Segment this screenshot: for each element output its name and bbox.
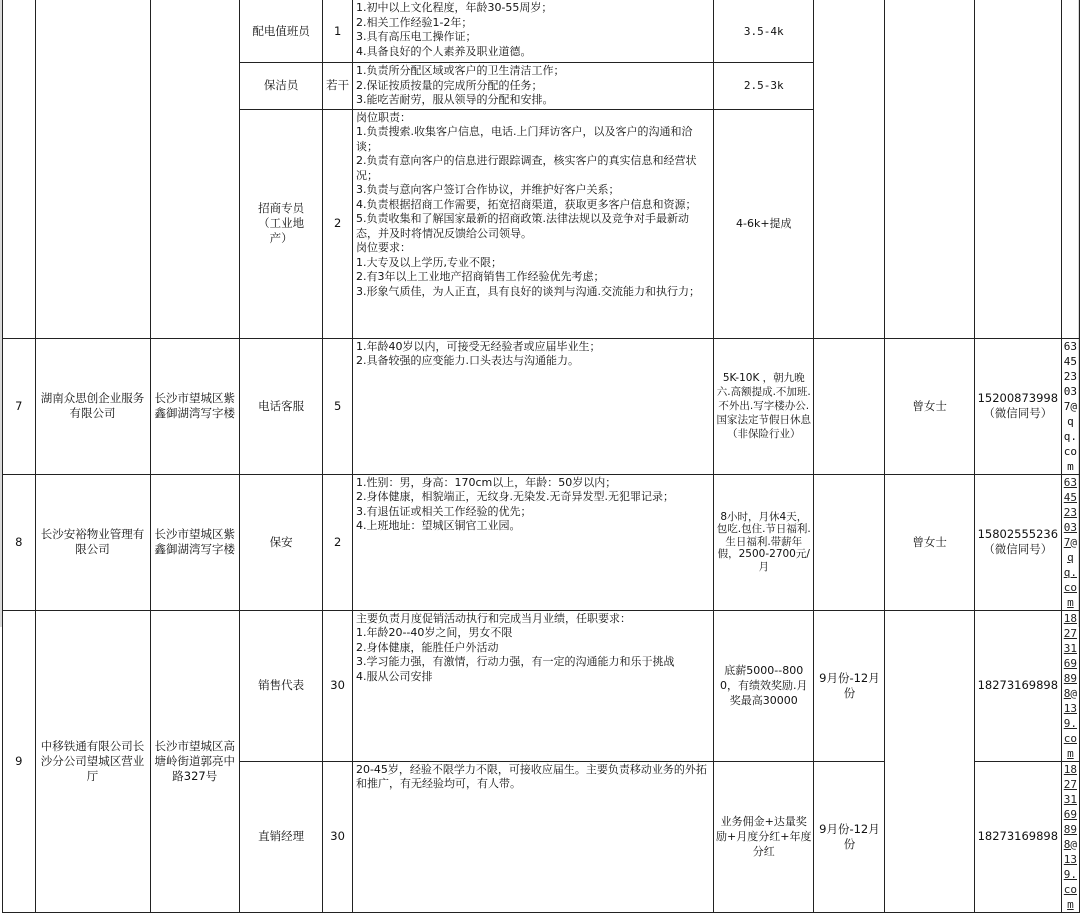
position-title: 保安 — [239, 474, 322, 610]
row-number: 9 — [3, 610, 36, 912]
work-address: 长沙市望城区高塘岭街道郭亮中路327号 — [150, 610, 239, 912]
job-listing-table — [2, 0, 1080, 913]
headcount: 2 — [323, 474, 353, 610]
recruitment-period — [814, 474, 885, 610]
salary: 2.5-3k — [714, 63, 814, 110]
email-address[interactable] — [1061, 474, 1079, 610]
table-row — [3, 338, 1080, 474]
email-address[interactable] — [1061, 610, 1079, 761]
headcount: 1 — [323, 0, 353, 63]
position-title: 电话客服 — [239, 338, 322, 474]
email-text: 634523037@qq.com — [1063, 339, 1077, 473]
table-row — [3, 0, 1080, 63]
recruitment-period: 9月份-12月份 — [814, 761, 885, 912]
position-title: 招商专员（工业地产） — [239, 109, 322, 338]
email-link[interactable]: 634523037@qq.com — [1063, 475, 1077, 609]
email-address — [1061, 338, 1079, 474]
recruitment-period: 9月份-12月份 — [814, 610, 885, 761]
phone-number: 18273169898 — [974, 610, 1061, 761]
company-name — [35, 0, 150, 338]
salary: 8小时，月休4天，包吃.包住.节日福利.生日福利.带薪年假，2500-2700元/月 — [714, 474, 814, 610]
job-requirements: 1.年龄40岁以内，可接受无经验者或应届毕业生； 2.具备较强的应变能力.口头表达与沟通能力。 — [352, 338, 713, 474]
phone-number — [974, 0, 1061, 338]
salary: 4-6k+提成 — [714, 109, 814, 338]
email-link[interactable]: 18273169898@139.com — [1063, 611, 1077, 760]
company-name: 湖南众思创企业服务有限公司 — [35, 338, 150, 474]
company-name: 长沙安裕物业管理有限公司 — [35, 474, 150, 610]
salary: 底薪5000--8000，有绩效奖励.月奖最高30000 — [714, 610, 814, 761]
headcount: 2 — [323, 109, 353, 338]
table-row — [3, 610, 1080, 761]
job-requirements: 20-45岁，经验不限学力不限，可接收应届生。主要负责移动业务的外拓和推广，有无经验均可，有人带。 — [352, 761, 713, 912]
phone-number: 18273169898 — [974, 761, 1061, 912]
headcount: 30 — [323, 761, 353, 912]
job-requirements: 1.初中以上文化程度，年龄30-55周岁； 2.相关工作经验1-2年； 3.具有高压电工操作证； 4.具备良好的个人素养及职业道德。 — [352, 0, 713, 63]
row-number: 7 — [3, 338, 36, 474]
row-number: 8 — [3, 474, 36, 610]
headcount: 若干 — [323, 63, 353, 110]
position-title: 销售代表 — [239, 610, 322, 761]
salary: 3.5-4k — [714, 0, 814, 63]
contact-person — [885, 0, 974, 338]
phone-number: 15802555236（微信同号） — [974, 474, 1061, 610]
position-title: 保洁员 — [239, 63, 322, 110]
contact-person — [885, 610, 974, 912]
headcount: 30 — [323, 610, 353, 761]
job-requirements: 1.负责所分配区域或客户的卫生清洁工作； 2.保证按质按量的完成所分配的任务； 3.能吃苦耐劳，服从领导的分配和安排。 — [352, 63, 713, 110]
job-requirements: 1.性别：男，身高：170cm以上，年龄：50岁以内； 2.身体健康，相貌端正，无纹身.无染发.无奇异发型.无犯罪记录； 3.有退伍证或相关工作经验的优先； 4.上班地址：望城区铜官工业园。 — [352, 474, 713, 610]
work-address: 长沙市望城区紫鑫御湖湾写字楼 — [150, 338, 239, 474]
job-requirements: 岗位职责： 1.负责搜索.收集客户信息，电话.上门拜访客户，以及客户的沟通和洽谈； 2.负责有意向客户的信息进行跟踪调查，核实客户的真实信息和经营状况； 3.负责与意向客户签订合作协议，并维护好客户关系； 4.负责根据招商工作需要，拓宽招商渠道，获取更多客户信息和资源； 5.负责收集和了解国家最新的招商政策.法律法规以及竞争对手最新动态，并及时将情况反馈给公司领导。 岗位要求： 1.大专及以上学历,专业不限； 2.有3年以上工业地产招商销售工作经验优先考虑； 3.形象气质佳，为人正直，具有良好的谈判与沟通.交流能力和执行力； — [352, 109, 713, 338]
phone-number: 15200873998（微信同号） — [974, 338, 1061, 474]
email-address[interactable] — [1061, 761, 1079, 912]
recruitment-period — [814, 0, 885, 338]
position-title: 配电值班员 — [239, 0, 322, 63]
headcount: 5 — [323, 338, 353, 474]
contact-person: 曾女士 — [885, 338, 974, 474]
table-row — [3, 474, 1080, 610]
company-name: 中移铁通有限公司长沙分公司望城区营业厅 — [35, 610, 150, 912]
email-link[interactable]: 18273169898@139.com — [1063, 762, 1077, 911]
salary: 业务佣金+达量奖励+月度分红+年度分红 — [714, 761, 814, 912]
row-number — [3, 0, 36, 338]
salary: 5K-10K ，朝九晚六.高额提成.不加班.不外出.写字楼办公.国家法定节假日休息（非保险行业） — [714, 338, 814, 474]
position-title: 直销经理 — [239, 761, 322, 912]
contact-person: 曾女士 — [885, 474, 974, 610]
work-address — [150, 0, 239, 338]
work-address: 长沙市望城区紫鑫御湖湾写字楼 — [150, 474, 239, 610]
job-requirements: 主要负责月度促销活动执行和完成当月业绩，任职要求： 1.年龄20--40岁之间，男女不限 2.身体健康，能胜任户外活动 3.学习能力强，有激情，行动力强，有一定的沟通能力和乐于挑战 4.服从公司安排 — [352, 610, 713, 761]
recruitment-period — [814, 338, 885, 474]
email-address — [1061, 0, 1079, 338]
